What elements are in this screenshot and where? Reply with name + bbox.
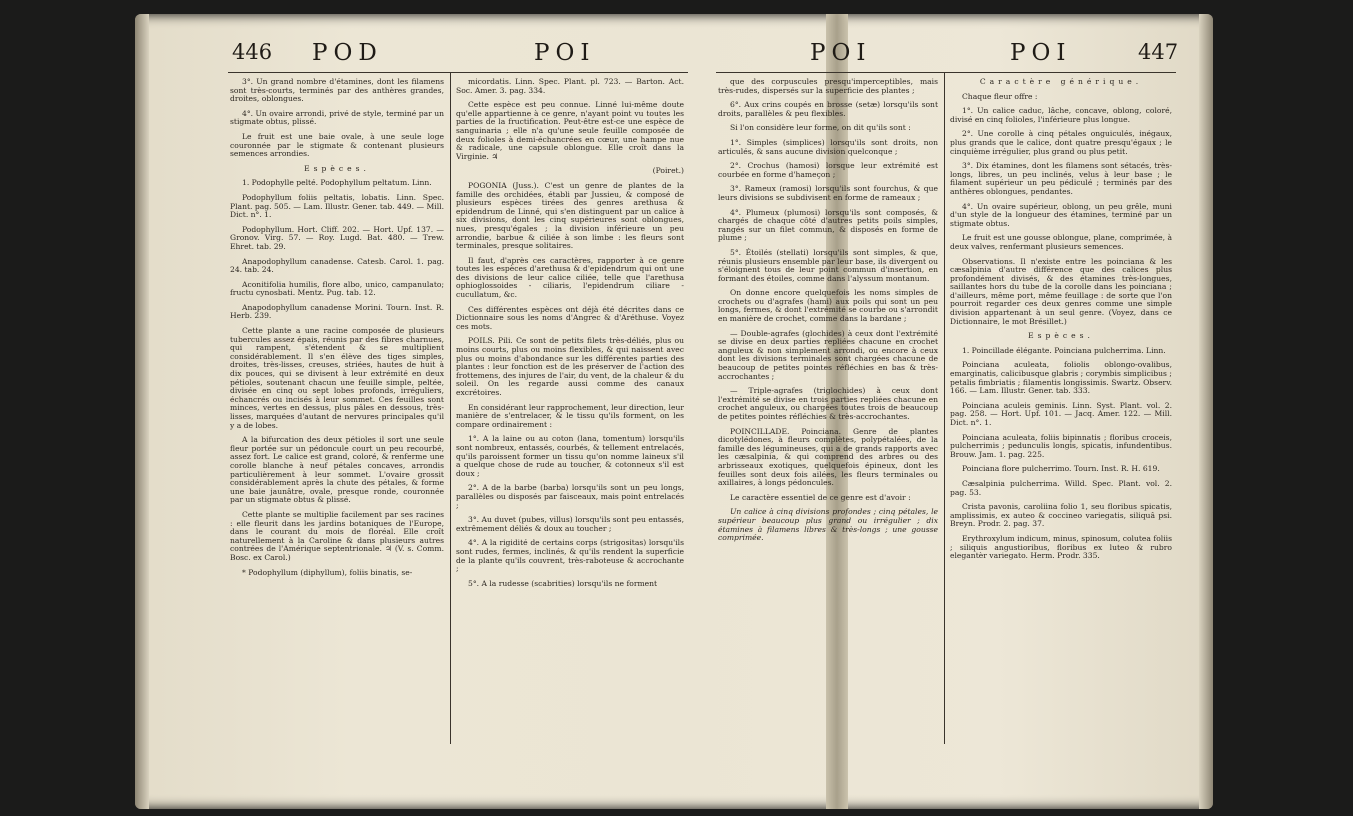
paragraph: Le fruit est une baie ovale, à une seule loge couronnée par le stigmate & contenant plusieurs semences arrondies. <box>230 131 444 159</box>
right-running-head: POI <box>1010 40 1072 66</box>
right-header-rule <box>716 72 1176 73</box>
paragraph: 1°. Simples (simplices) lorsqu'ils sont droits, non articulés, & sans aucune division quelconque ; <box>718 137 938 156</box>
paragraph: 3°. Au duvet (pubes, villus) lorsqu'ils sont peu entassés, extrêmement déliés & doux au toucher ; <box>456 515 684 533</box>
paragraph: Crista pavonis, caroliina folio 1, seu floribus spicatis, amplissimis, ex auteo & coccineo variegatis, siliquâ psi. Breyn. Prodr. 2. pag. 37. <box>950 502 1172 529</box>
author-signature: (Poiret.) <box>652 166 684 176</box>
paragraph: Poinciana flore pulcherrimo. Tourn. Inst. R. H. 619. <box>962 464 1160 474</box>
paragraph: Erythroxylum indicum, minus, spinosum, colutea foliis ; siliquis angustioribus, floribus ex luteo & rubro elegantèr variegato. Herm. Prodr. 335. <box>950 533 1172 561</box>
paragraph: Un calice à cinq divisions profondes ; cinq pétales, le supérieur beaucoup plus grand ou irrégulier ; dix étamines à filamens libres & très-longs ; une gousse comprimée. <box>718 507 938 543</box>
paragraph: 1. Podophylle pelté. Podophyllum peltatum. Linn. <box>242 178 432 188</box>
paragraph: Poinciana aculeata, foliolis oblongo-ovalibus, emarginatis, calicibusque glabris ; corymbis simplicibus ; petalis fimbriatis ; filamentis longissimis. Swartz. Observ. 166. — Lam. Illustr. Gener. tab. 333. <box>950 360 1172 396</box>
right-col1-head: POI <box>810 40 872 66</box>
paragraph: Poinciana aculeata, foliis bipinnatis ; floribus croceis, pulcherrimis ; pedunculis longis, spicatis, infundentibus. Brouw. Jam. 1. pag. 225. <box>950 432 1172 459</box>
left-column-rule <box>450 72 451 744</box>
paragraph: 3°. Dix étamines, dont les filamens sont sétacés, très-longs, libres, un peu inclinés, velus à leur base ; le filament supérieur un peu pédiculé ; terminés par des anthères oblongues, pendantes. <box>950 161 1172 196</box>
paragraph: Cæsalpinia pulcherrima. Willd. Spec. Plant. vol. 2. pag. 53. <box>950 478 1172 497</box>
paragraph: 2°. Crochus (hamosi) lorsque leur extrémité est courbée en forme d'hameçon ; <box>718 161 938 179</box>
right-page-number: 447 <box>1138 40 1179 64</box>
section-heading: Espèces. <box>1028 331 1094 341</box>
paragraph: Ces différentes espèces ont déjà été décrites dans ce Dictionnaire sous les noms d'Angrec & d'Aréthuse. Voyez ces mots. <box>456 304 684 331</box>
paragraph: Cette espèce est peu connue. Linné lui-même doute qu'elle appartienne à ce genre, n'ayant point vu toutes les parties de la fructification. Peut-être est-ce une espèce de sanguinaria ; elle n'a qu'une seule feuille composée de deux folioles à demi-échancrées en cœur, une hampe nue & radicale, une capsule oblongue. Elle croît dans la Virginie. ♃ <box>456 100 684 161</box>
left-column-1 <box>230 78 444 583</box>
paragraph: * Podophyllum (diphyllum), foliis binatis, se- <box>242 567 413 577</box>
paragraph: Podophyllum foliis peltatis, lobatis. Linn. Spec. Plant. pag. 505. — Lam. Illustr. Gener. tab. 449. — Mill. Dict. n°. 1. <box>230 192 444 220</box>
paragraph: 4°. Un ovaire arrondi, privé de style, terminé par un stigmate obtus, plissé. <box>230 108 444 127</box>
paragraph: Si l'on considère leur forme, on dit qu'ils sont : <box>730 123 911 133</box>
paragraph: POINCILLADE. Poinciana. Genre de plantes dicotylédones, à fleurs complètes, polypétalées, de la famille des légumineuses, qui a de grands rapports avec les cæsalpinia, & qui comprend des arbres ou des arbrisseaux exotiques, quelquefois épineux, dont les feuilles sont deux fois ailées, les fleurs terminales ou axillaires, à longs pédoncules. <box>718 426 938 488</box>
paragraph: 4°. Plumeux (plumosi) lorsqu'ils sont composés, & chargés de chaque côté d'autres petits poils simples, rangés sur un filet commun, & disposés en forme de plume ; <box>718 207 938 243</box>
paragraph: En considérant leur rapprochement, leur direction, leur manière de s'entrelacer, & le tissu qu'ils forment, on les compare ordinairement : <box>456 402 684 429</box>
paragraph: — Double-agrafes (glochides) à ceux dont l'extrémité se divise en deux parties repliées chacune en crochet anguleux & non simplement arrondi, ou encore à ceux dont les divisions terminales sont chargées chacune de beaucoup de petites pointes réfléchies en bas & très-accrochantes ; <box>718 328 938 381</box>
paragraph: que des corpuscules presqu'imperceptibles, mais très-rudes, dispersés sur la superficie des plantes ; <box>718 77 938 95</box>
paragraph: — Triple-agrafes (triglochides) à ceux dont l'extrémité se divise en trois parties repliées chacune en crochet anguleux, ou chargées toutes trois de beaucoup de petites pointes réfléchies & très-accrochantes. <box>718 386 938 421</box>
paragraph: Observations. Il n'existe entre les poinciana & les cæsalpinia d'autre différence que des calices plus profondément divisés, & des étamines très-longues, saillantes hors du tube de la corolle dans les poinciana ; d'ailleurs, même port, même feuillage : de sorte que l'on pourroit regarder ces deux genres comme une simple division appartenant à un seul genre. (Voyez, dans ce Dictionnaire, le mot Brésillet.) <box>950 256 1172 326</box>
paragraph: 4°. Un ovaire supérieur, oblong, un peu grêle, muni d'un style de la longueur des étamines, terminé par un stigmate obtus. <box>950 201 1172 228</box>
left-col2-head: POI <box>534 40 596 66</box>
paragraph: Poinciana aculeis geminis. Linn. Syst. Plant. vol. 2. pag. 258. — Hort. Upf. 101. — Jacq. Amer. 122. — Mill. Dict. n°. 1. <box>950 400 1172 427</box>
paragraph: 5°. Étoilés (stellati) lorsqu'ils sont simples, & que, réunis plusieurs ensemble par leur base, ils divergent ou s'éloignent tous de leur point commun d'insertion, en formant des étoiles, comme dans l'alyssum montanum. <box>718 247 938 283</box>
paragraph: On donne encore quelquefois les noms simples de crochets ou d'agrafes (hami) aux poils qui sont un peu longs, fermes, & dont l'extrémité se courbe ou s'arrondit en manière de crochet, comme dans la bardane ; <box>718 288 938 324</box>
paragraph: Il faut, d'après ces caractères, rapporter à ce genre toutes les espèces d'arethusa & d'epidendrum qui ont une des divisions de leur calice ciliée, telle que l'arethusa ophioglossoides - ciliaris, l'epidendrum ciliare - cucullatum, &c. <box>456 255 684 300</box>
paragraph: 2°. A de la barbe (barba) lorsqu'ils sont un peu longs, parallèles ou disposés par faisceaux, mais point entrelacés ; <box>456 483 684 510</box>
paragraph: 3°. Un grand nombre d'étamines, dont les filamens sont très-courts, terminés par des anthères grandes, droites, oblongues. <box>230 77 444 104</box>
paragraph: Chaque fleur offre : <box>962 91 1038 101</box>
paragraph: 1°. Un calice caduc, lâche, concave, oblong, coloré, divisé en cinq folioles, l'inférieure plus longue. <box>950 106 1172 124</box>
paragraph: Anapodophyllum canadense. Catesb. Carol. 1. pag. 24. tab. 24. <box>230 256 444 275</box>
paragraph: micordatis. Linn. Spec. Plant. pl. 723. — Barton. Act. Soc. Amer. 3. pag. 334. <box>456 77 684 95</box>
paragraph: 4°. A la rigidité de certains corps (strigositas) lorsqu'ils sont rudes, fermes, inclinés, & qu'ils rendent la superficie de la plante qu'ils couvrent, très-raboteuse & accrochante ; <box>456 538 684 574</box>
paragraph: Podophyllum. Hort. Cliff. 202. — Hort. Upf. 137. — Gronov. Virg. 57. — Roy. Lugd. Bat. 480. — Trew. Ehret. tab. 29. <box>230 224 444 251</box>
book-edge-right <box>1199 14 1213 809</box>
right-column-rule <box>944 72 945 744</box>
section-heading: Caractère générique. <box>979 77 1143 86</box>
paragraph: Cette plante a une racine composée de plusieurs tubercules assez épais, réunis par des fibres charnues, qui rampent, s'étendent & se multiplient considérablement. Il s'en élève des tiges simples, droites, très-lisses, creuses, striées, hautes de huit à dix pouces, qui se divisent à leur extrémité en deux pétioles, soutenant chacun une feuille simple, peltée, divisée en cinq ou sept lobes profonds, irréguliers, échancrés ou incisés à leur sommet. Ces feuilles sont minces, vertes en dessus, plus pâles en dessous, très-lisses, marquées d'autant de nervures principales qu'il y a de lobes. <box>230 326 444 430</box>
paragraph: 1°. A la laine ou au coton (lana, tomentum) lorsqu'ils sont nombreux, entassés, courbés, & tellement entrelacés, qu'ils paroissent former un tissu qu'on nomme laineux s'il a quelque chose de rude au toucher, & cotonneux s'il est doux ; <box>456 434 684 478</box>
paragraph: 5°. A la rudesse (scabrities) lorsqu'ils ne forment <box>468 578 658 588</box>
paragraph: 2°. Une corolle à cinq pétales onguiculés, inégaux, plus grands que le calice, dont quatre presqu'égaux ; le cinquième irrégulier, plus grand ou plus petit. <box>950 129 1172 156</box>
paragraph: Le caractère essentiel de ce genre est d'avoir : <box>730 492 911 502</box>
left-page-number: 446 <box>232 40 273 64</box>
paragraph: A la bifurcation des deux pétioles il sort une seule fleur portée sur un pédoncule court un peu recourbé, assez fort. Le calice est grand, coloré, & renferme une corolle blanche à neuf pétales concaves, arrondis particulièrement à leur sommet. L'ovaire grossit considérablement après la chute des pétales, & forme une baie jaunâtre, ovale, presque ronde, couronnée par un stigmate obtus & plissé. <box>230 435 444 505</box>
section-heading: Espèces. <box>304 163 370 173</box>
right-column-2 <box>950 78 1172 567</box>
paragraph: POILS. Pili. Ce sont de petits filets très-déliés, plus ou moins courts, plus ou moins flexibles, & qui naissent avec plus ou moins d'abondance sur les différentes parties des plantes : leur fonction est de les préserver de l'action des frottemens, des injures de l'air, du vent, de la chaleur & du soleil. On les regarde aussi comme des canaux excrétoires. <box>456 336 684 397</box>
left-running-head: POD <box>312 40 383 66</box>
paragraph: 1. Poincillade élégante. Poinciana pulcherrima. Linn. <box>962 345 1166 355</box>
right-column-1 <box>718 78 938 549</box>
left-header-rule <box>228 72 688 73</box>
paragraph: 6°. Aux crins coupés en brosse (setæ) lorsqu'ils sont droits, parallèles & peu flexibles. <box>718 100 938 118</box>
paragraph: Anapodophyllum canadense Morini. Tourn. Inst. R. Herb. 239. <box>230 302 444 321</box>
paragraph: POGONIA (Juss.). C'est un genre de plantes de la famille des orchidées, établi par Jussieu, & composé de plusieurs espèces tirées des genres arethusa & epidendrum de Linné, qui s'en distinguent par un calice à six divisions, dont les cinq supérieures sont oblongues, nues, presqu'égales ; la division inférieure un peu arrondie, barbue & ciliée à son limbe : les fleurs sont terminales, presque solitaires. <box>456 180 684 251</box>
paragraph: 3°. Rameux (ramosi) lorsqu'ils sont fourchus, & que leurs divisions se subdivisent en forme de rameaux ; <box>718 184 938 202</box>
left-column-2 <box>456 78 684 594</box>
paragraph: Le fruit est une gousse oblongue, plane, comprimée, à deux valves, renfermant plusieurs semences. <box>950 233 1172 251</box>
paragraph: Cette plante se multiplie facilement par ses racines : elle fleurit dans les jardins botaniques de l'Europe, dans le courant du mois de floréal. Elle croît naturellement à la Caroline & dans plusieurs autres contrées de l'Amérique septentrionale. ♃ (V. s. Comm. Bosc. ex Carol.) <box>230 509 444 562</box>
book-edge-left <box>135 14 149 809</box>
paragraph: Aconitifolia humilis, flore albo, unico, campanulato; fructu cynosbati. Mentz. Pug. tab. 12. <box>230 279 444 298</box>
